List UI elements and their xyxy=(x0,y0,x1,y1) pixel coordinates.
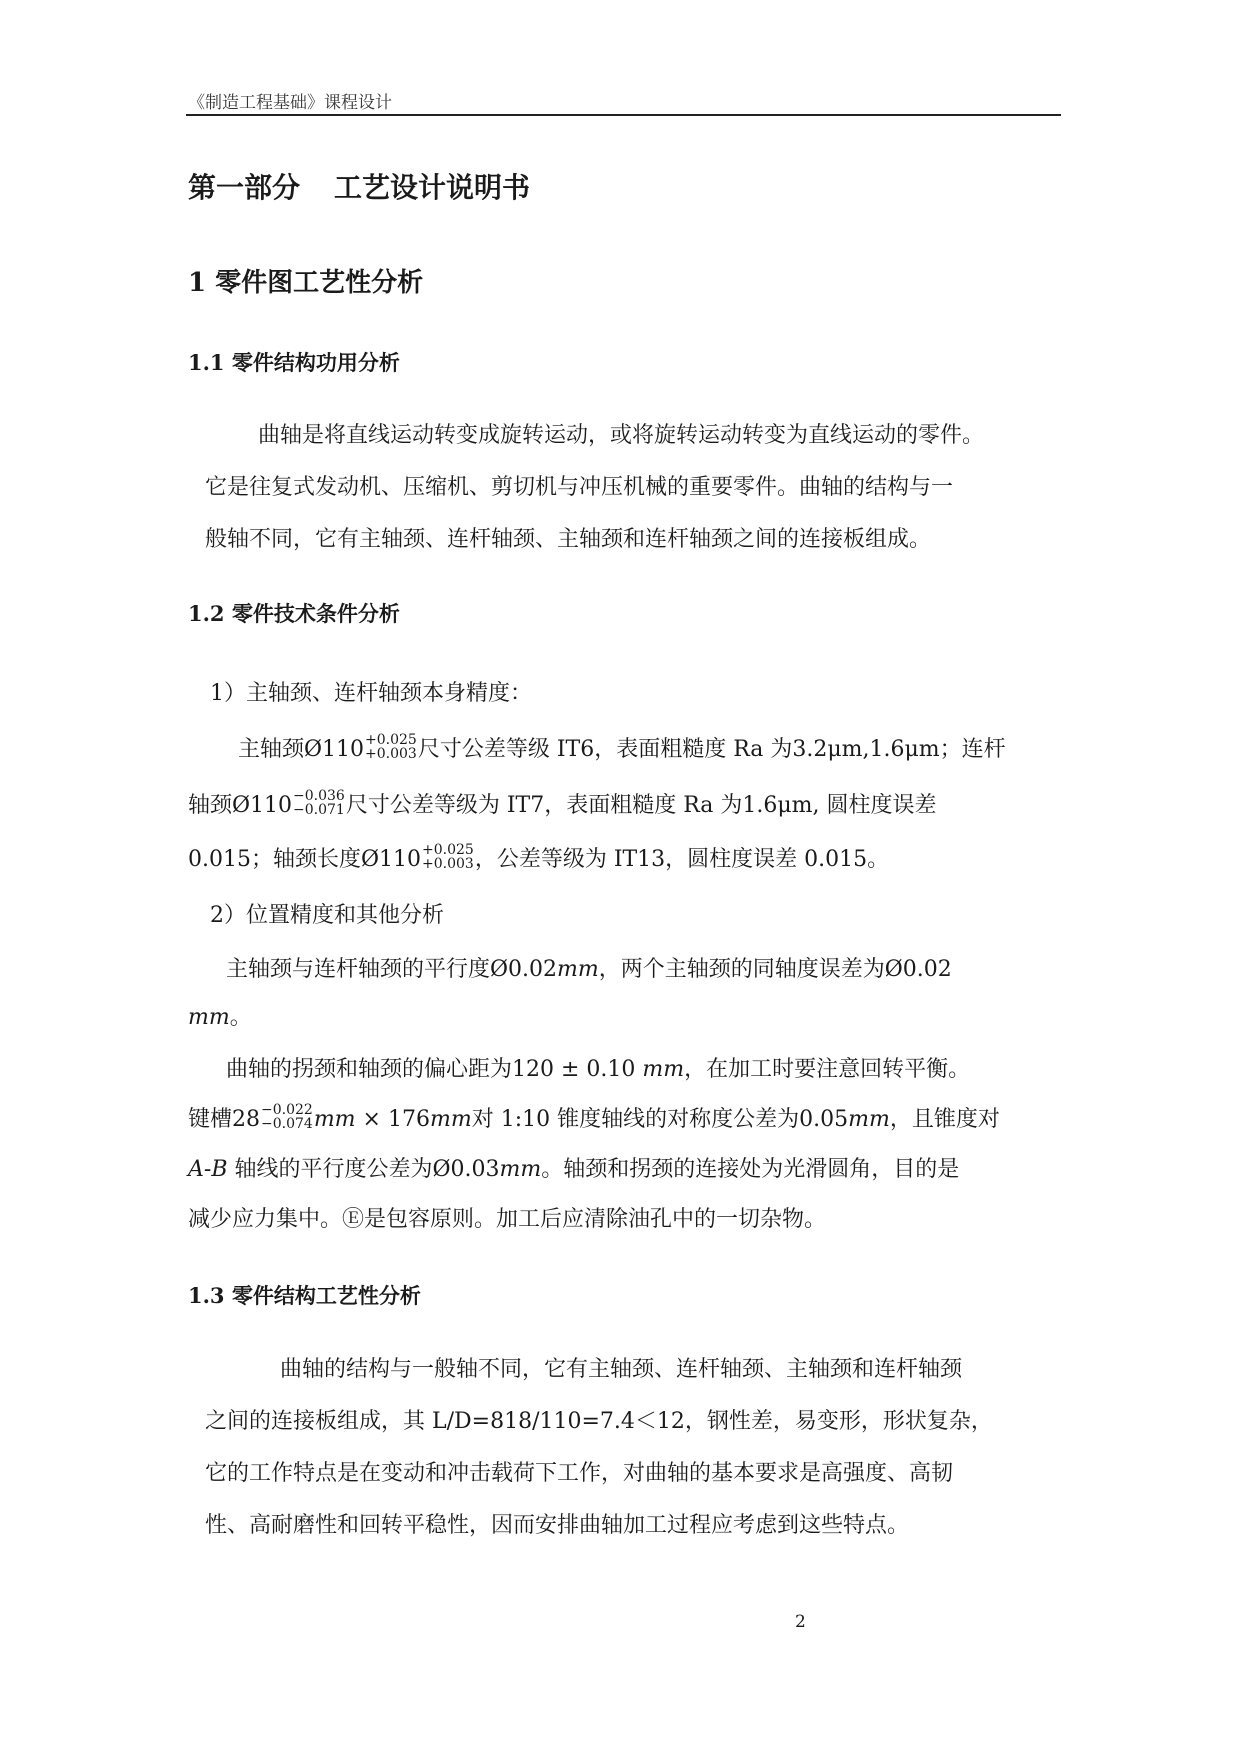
page-number: 2 xyxy=(795,1612,806,1632)
paragraph-line: 之间的连接板组成，其 L/D=818/110=7.4＜12，钢性差，易变形，形状复杂， xyxy=(205,1409,993,1434)
paragraph-line: 主轴颈与连杆轴颈的平行度Ø0.02mm，两个主轴颈的同轴度误差为Ø0.02 xyxy=(226,957,952,982)
paragraph-line: 性、高耐磨性和回转平稳性，因而安排曲轴加工过程应考虑到这些特点。 xyxy=(205,1513,910,1538)
paragraph-line: 它的工作特点是在变动和冲击载荷下工作，对曲轴的基本要求是高强度、高韧 xyxy=(205,1461,954,1486)
part-title-right: 工艺设计说明书 xyxy=(334,171,531,204)
paragraph-line: 曲轴是将直线运动转变成旋转运动，或将旋转运动转变为直线运动的零件。 xyxy=(258,423,985,448)
tolerance-stack: +0.025 +0.003 xyxy=(365,732,417,762)
list-item-1: 1）主轴颈、连杆轴颈本身精度： xyxy=(210,681,532,706)
part-title-left: 第一部分 xyxy=(188,171,301,204)
paragraph-line: 减少应力集中。Ⓔ是包容原则。加工后应清除油孔中的一切杂物。 xyxy=(188,1207,827,1232)
paragraph-line: mm。 xyxy=(188,1005,252,1030)
paragraph-line: 曲轴的结构与一般轴不同，它有主轴颈、连杆轴颈、主轴颈和连杆轴颈 xyxy=(280,1357,963,1382)
tolerance-line-2: 轴颈Ø110 −0.036 −0.071 尺寸公差等级为 IT7，表面粗糙度 Ra 为1.6μm, 圆柱度误差 xyxy=(188,788,937,818)
paragraph-line: 般轴不同，它有主轴颈、连杆轴颈、主轴颈和连杆轴颈之间的连接板组成。 xyxy=(205,527,932,552)
tolerance-stack: −0.036 −0.071 xyxy=(293,788,345,818)
tolerance-line-1: 主轴颈Ø110 +0.025 +0.003 尺寸公差等级 IT6，表面粗糙度 Ra 为3.2μm,1.6μm；连杆 xyxy=(238,732,1006,762)
section-heading-1-1: 1.1 零件结构功用分析 xyxy=(188,350,400,375)
paragraph-line: 它是往复式发动机、压缩机、剪切机与冲压机械的重要零件。曲轴的结构与一 xyxy=(205,475,954,500)
tolerance-stack: −0.022 −0.074 xyxy=(261,1102,313,1132)
paragraph-line: 曲轴的拐颈和轴颈的偏心距为120 ± 0.10 mm，在加工时要注意回转平衡。 xyxy=(226,1057,971,1082)
chapter-title: 1 零件图工艺性分析 xyxy=(188,268,424,298)
paragraph-line: A-B 轴线的平行度公差为Ø0.03mm。轴颈和拐颈的连接处为光滑圆角，目的是 xyxy=(188,1157,960,1182)
keyway-line: 键槽28 −0.022 −0.074 mm × 176mm对 1:10 锥度轴线的对称度公差为0.05mm，且锥度对 xyxy=(188,1102,1000,1132)
section-heading-1-3: 1.3 零件结构工艺性分析 xyxy=(188,1283,421,1308)
list-item-2: 2）位置精度和其他分析 xyxy=(210,903,444,928)
part-title xyxy=(188,166,530,206)
header-rule xyxy=(186,114,1061,116)
tolerance-line-3: 0.015；轴颈长度Ø110 +0.025 +0.003 ，公差等级为 IT13，圆柱度误差 0.015。 xyxy=(188,842,890,872)
tolerance-stack: +0.025 +0.003 xyxy=(422,842,474,872)
section-heading-1-2: 1.2 零件技术条件分析 xyxy=(188,601,400,626)
running-header: 《制造工程基础》课程设计 xyxy=(188,93,392,113)
